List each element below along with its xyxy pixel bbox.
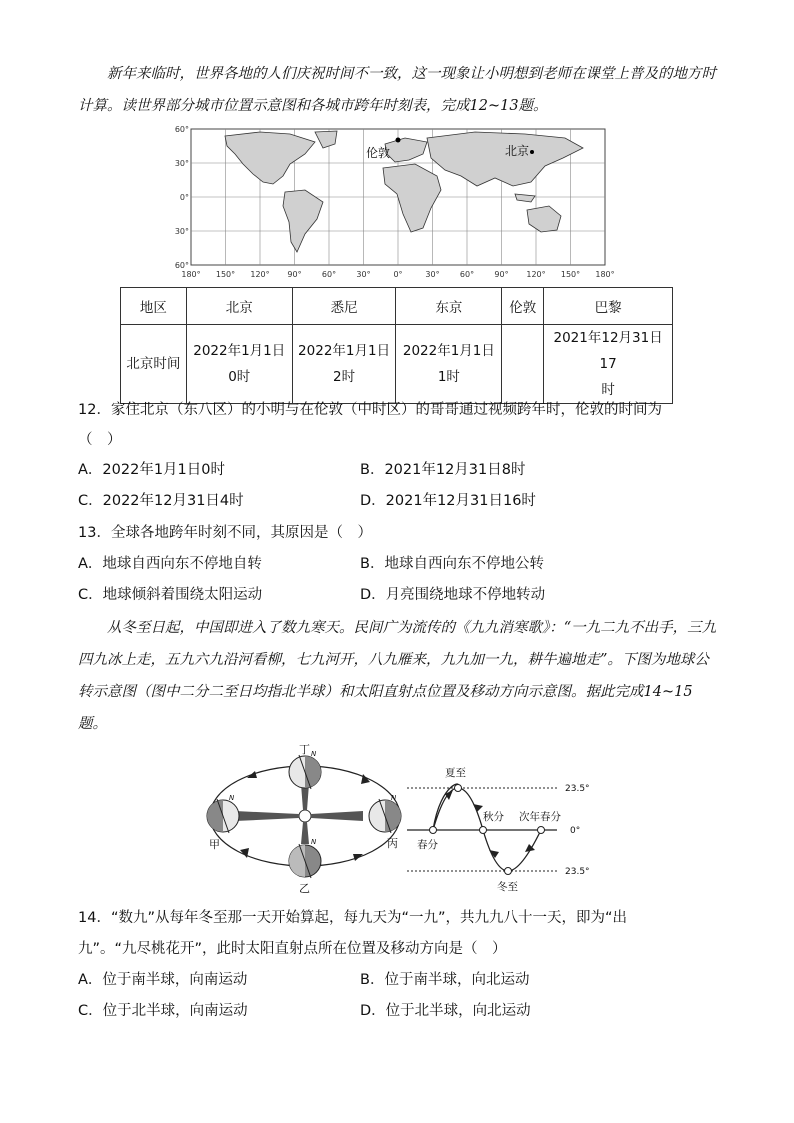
table-row-label: 北京时间: [121, 325, 187, 404]
question-14-stem-line-1: 14．“数九”从每年冬至那一天开始算起，每九天为“一九”，共九九八十一天，即为“出: [78, 910, 628, 926]
table-header-cell: 伦敦: [502, 288, 544, 325]
table-cell: 2022年1月1日 2时: [292, 325, 396, 404]
q13-option-b[interactable]: B．地球自西向东不停地公转: [360, 556, 544, 572]
lon-label: 90°: [287, 270, 302, 279]
np-label: N: [311, 750, 317, 758]
lon-label: 120°: [250, 270, 270, 279]
label-chunfen: 春分: [417, 839, 438, 851]
earth-bing: [369, 799, 401, 833]
intro-paragraph-2: 从冬至日起，中国即进入了数九寒天。民间广为流传的《九九消寒歌》：“一九二九不出手，三九四九冰上走，五九六九沿河看柳，七九河开，八九雁来，九九加一九，耕牛遍地走”。下图为地球公转示意图（图中二分二至日均指北半球）和太阳直射点位置及移动方向示意图。据此完成14~15题。: [78, 620, 717, 732]
q13-option-a[interactable]: A．地球自西向东不停地自转: [78, 556, 262, 572]
question-12-paren: （ ）: [78, 432, 122, 448]
label-lat-south: 23.5°: [565, 867, 590, 877]
q12-option-b[interactable]: B．2021年12月31日8时: [360, 462, 526, 478]
london-label: 伦敦: [366, 146, 391, 160]
label-dongzhi: 冬至: [497, 881, 518, 893]
table-row: [121, 325, 673, 404]
table-header-cell: 东京: [396, 288, 502, 325]
question-13-stem: 13．全球各地跨年时刻不同，其原因是（ ）: [78, 525, 372, 541]
lat-label: 30°: [174, 159, 189, 168]
question-12-stem: 12．家住北京（东八区）的小明与在伦敦（中时区）的哥哥通过视频跨年时，伦敦的时间为: [78, 402, 662, 418]
lon-label: 0°: [393, 270, 403, 279]
earth-yi: [289, 844, 321, 878]
beijing-marker: [530, 150, 534, 154]
lat-label: 60°: [174, 261, 189, 270]
label-cinian-chunfen: 次年春分: [519, 811, 561, 823]
table-header-row: [121, 288, 673, 325]
question-14-stem-line-2: 九”。“九尽桃花开”，此时太阳直射点所在位置及移动方向是（ ）: [78, 941, 507, 957]
lon-label: 180°: [595, 270, 615, 279]
world-map-figure: [165, 124, 625, 284]
table-cell: 2022年1月1日 1时: [396, 325, 502, 404]
lon-label: 180°: [181, 270, 201, 279]
label-jia: 甲: [209, 838, 220, 851]
table-header-cell: 悉尼: [292, 288, 396, 325]
np-label: N: [229, 794, 235, 802]
table-header-cell: 地区: [121, 288, 187, 325]
orbit-figure: [195, 740, 605, 895]
q13-option-d[interactable]: D．月亮围绕地球不停地转动: [360, 587, 546, 603]
lon-label: 150°: [560, 270, 581, 279]
q13-option-c[interactable]: C．地球倾斜着围绕太阳运动: [78, 587, 263, 603]
table-cell: 2021年12月31日17 时: [544, 325, 673, 404]
lon-label: 30°: [356, 270, 371, 279]
lat-label: 60°: [174, 125, 189, 134]
table-header-cell: 北京: [186, 288, 292, 325]
direct-sun-chart: [407, 767, 590, 893]
london-marker: [396, 138, 401, 143]
q12-option-a[interactable]: A．2022年1月1日0时: [78, 462, 225, 478]
earth-jia: [207, 799, 239, 833]
lon-label: 150°: [215, 270, 236, 279]
q14-option-a[interactable]: A．位于南半球，向南运动: [78, 972, 248, 988]
city-time-table: [120, 287, 673, 404]
lon-label: 30°: [425, 270, 440, 279]
lon-label: 60°: [321, 270, 337, 279]
table-cell-empty: [502, 325, 544, 404]
beijing-label: 北京: [505, 144, 530, 158]
lon-label: 120°: [526, 270, 546, 279]
np-label: N: [311, 838, 317, 846]
label-yi: 乙: [299, 882, 310, 895]
label-lat-zero: 0°: [570, 826, 581, 836]
label-ding: 丁: [299, 743, 310, 756]
lat-label: 30°: [174, 227, 189, 236]
q14-option-c[interactable]: C．位于北半球，向南运动: [78, 1003, 248, 1019]
intro-paragraph-1: 新年来临时，世界各地的人们庆祝时间不一致，这一现象让小明想到老师在课堂上普及的地方时计算。读世界部分城市位置示意图和各城市跨年时刻表，完成12~13题。: [78, 66, 716, 114]
label-lat-north: 23.5°: [565, 784, 590, 794]
q12-option-c[interactable]: C．2022年12月31日4时: [78, 493, 244, 509]
table-cell: 2022年1月1日 0时: [186, 325, 292, 404]
lon-label: 60°: [459, 270, 475, 279]
label-qiufen: 秋分: [483, 811, 504, 823]
q12-option-d[interactable]: D．2021年12月31日16时: [360, 493, 536, 509]
q14-option-d[interactable]: D．位于北半球，向北运动: [360, 1003, 531, 1019]
lat-label: 0°: [179, 193, 189, 202]
earth-ding: [289, 755, 321, 789]
label-bing: 丙: [387, 837, 398, 850]
table-header-cell: 巴黎: [544, 288, 673, 325]
lon-label: 90°: [494, 270, 509, 279]
np-label: N: [391, 794, 397, 802]
q14-option-b[interactable]: B．位于南半球，向北运动: [360, 972, 530, 988]
label-xiazhi: 夏至: [445, 767, 466, 779]
